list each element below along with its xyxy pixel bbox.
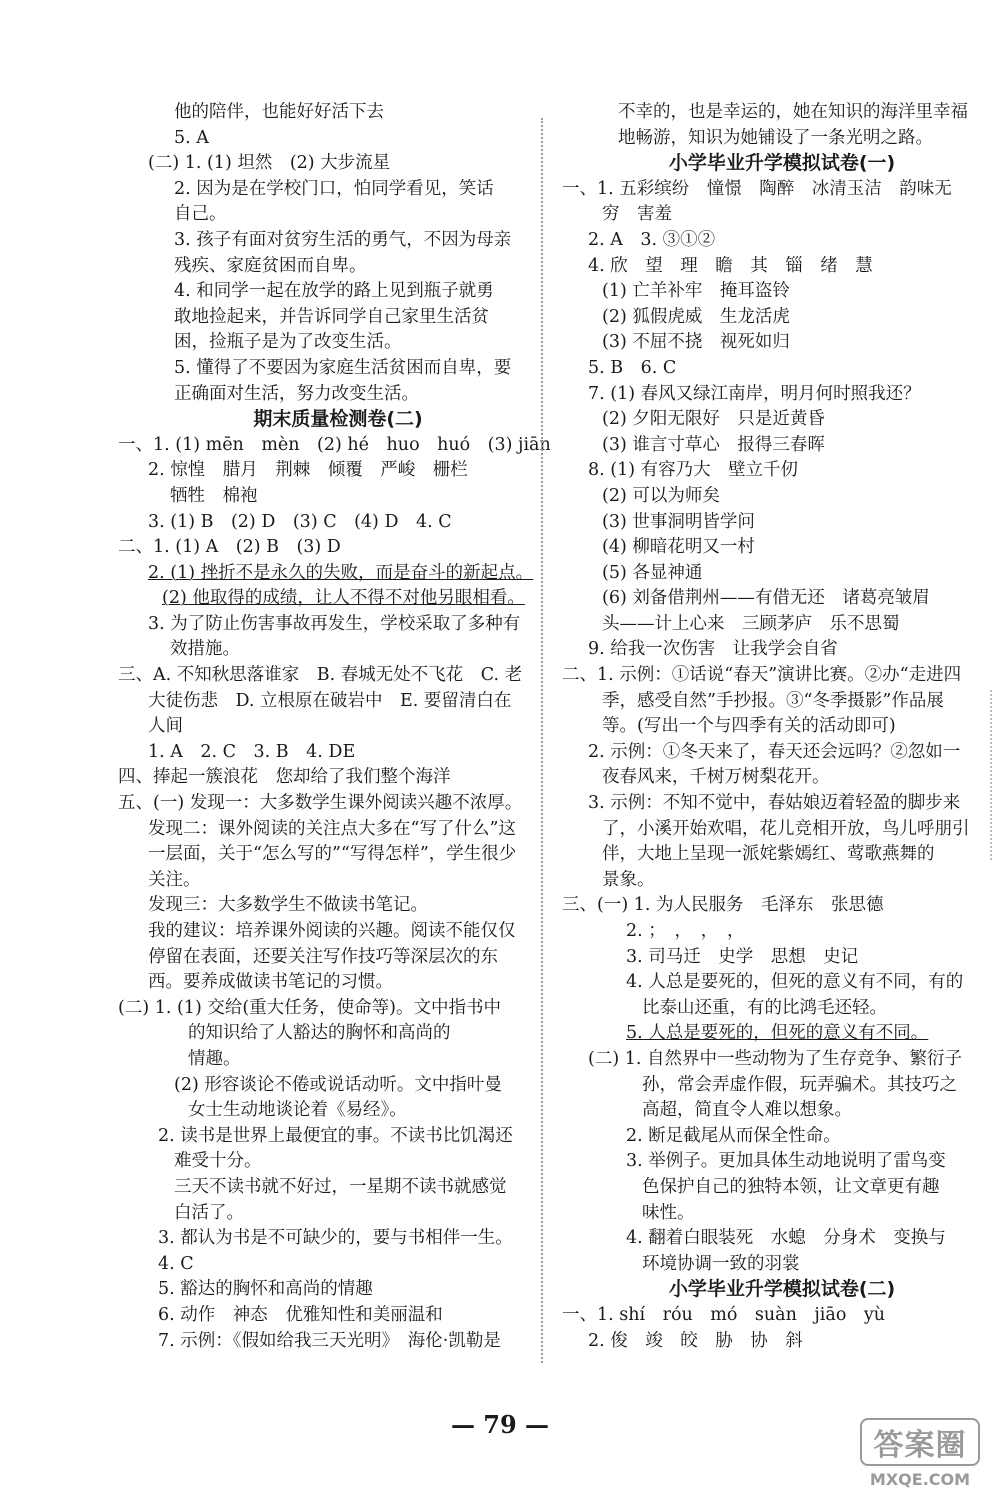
answer-text: (6) 刘备借荆州——有借无还 诸葛亮皱眉 (602, 588, 930, 609)
answer-text: 5. 人总是要死的，但死的意义有不同。 (626, 1023, 929, 1044)
answer-line (562, 433, 1000, 459)
answer-text: 味性。 (642, 1202, 695, 1223)
answer-text: (1) 亡羊补牢 掩耳盗铃 (602, 281, 790, 302)
answer-line (118, 535, 558, 561)
answer-line (562, 970, 1000, 996)
answer-line (562, 510, 1000, 536)
answer-line (562, 100, 1000, 126)
left-column (118, 100, 558, 1354)
answer-line (118, 1098, 558, 1124)
answer-text: 敢地捡起来，并告诉同学自己家里生活贫 (174, 306, 489, 327)
answer-text: 5. B 6. C (588, 357, 677, 378)
answer-text: 的知识给了人豁达的胸怀和高尚的 (188, 1023, 451, 1044)
answer-line (118, 510, 558, 536)
answer-text: 2. 断足截尾从而保全性命。 (626, 1125, 841, 1146)
answer-text: 高超，简直令人难以想象。 (642, 1100, 852, 1121)
answer-line (118, 1149, 558, 1175)
answer-text: 2. ； ， ， ， (626, 921, 745, 941)
answer-text: 关注。 (148, 869, 201, 890)
answer-text: 一、1. shí róu mó suàn jiāo yù (562, 1304, 886, 1325)
answer-line (562, 996, 1000, 1022)
answer-text: 4. 和同学一起在放学的路上见到瓶子就勇 (174, 281, 494, 302)
answer-line (562, 945, 1000, 971)
answer-text: 2. 惊惶 腊月 荆棘 倾覆 严峻 栅栏 (148, 460, 468, 481)
answer-text: 小学毕业升学模拟试卷(二) (668, 1278, 896, 1301)
answer-line (118, 1226, 558, 1252)
answer-line (118, 1252, 558, 1278)
answer-line (118, 100, 558, 126)
answer-line (118, 202, 558, 228)
answer-text: 夜春风来，千树万树梨花开。 (602, 767, 830, 788)
answer-line (118, 893, 558, 919)
answer-text: 3. 为了防止伤害事故再发生，学校采取了多种有 (148, 613, 521, 634)
answer-line (562, 689, 1000, 715)
answer-line (562, 740, 1000, 766)
answer-line (118, 1175, 558, 1201)
answer-line (562, 202, 1000, 228)
answer-line (118, 740, 558, 766)
answer-line (562, 1098, 1000, 1124)
answer-text: 白活了。 (174, 1202, 244, 1223)
page-edge-mark (990, 690, 992, 860)
answer-line (118, 663, 558, 689)
answer-text: 7. 示例：《假如给我三天光明》 海伦·凯勒是 (158, 1330, 501, 1351)
answer-line (562, 177, 1000, 203)
answer-text: 5. 懂得了不要因为家庭生活贫困而自卑，要 (174, 357, 512, 378)
answer-line (118, 305, 558, 331)
answer-line (562, 1021, 1000, 1047)
answer-text: 小学毕业升学模拟试卷(一) (668, 152, 896, 175)
answer-text: 地畅游，知识为她铺设了一条光明之路。 (618, 127, 933, 148)
answer-text: 5. A (174, 127, 209, 148)
answer-line (562, 305, 1000, 331)
answer-line (118, 1201, 558, 1227)
answer-text: 牺牲 棉袍 (170, 485, 258, 506)
answer-text: 二、1. 示例：①话说“春天”演讲比赛。②办“走进四 (562, 665, 962, 686)
answer-text: 3. 举例子。更加具体生动地说明了雷鸟变 (626, 1151, 946, 1172)
answer-line (562, 356, 1000, 382)
watermark-logo: 答案圈 (860, 1418, 980, 1466)
answer-line (118, 433, 558, 459)
answer-line (562, 919, 1000, 945)
section-title (118, 407, 558, 433)
answer-line (562, 254, 1000, 280)
answer-line (118, 791, 558, 817)
answer-line (562, 484, 1000, 510)
answer-line (118, 228, 558, 254)
answer-text: 伴，大地上呈现一派姹紫嫣红、莺歌燕舞的 (602, 844, 935, 865)
answer-text: 孙，常会弄虚作假，玩弄骗术。其技巧之 (642, 1074, 957, 1095)
answer-text: 一层面，关于“怎么写的”“写得怎样”，学生很少 (148, 844, 517, 865)
answer-text: 4. 人总是要死的，但死的意义有不同，有的 (626, 972, 964, 993)
answer-line (562, 714, 1000, 740)
answer-line (562, 330, 1000, 356)
answer-line (118, 177, 558, 203)
answer-text: 8. (1) 有容乃大 壁立千仞 (588, 460, 799, 481)
answer-line (118, 1021, 558, 1047)
answer-line (118, 765, 558, 791)
answer-text: (二) 1. (1) 交给(重大任务，使命等)。文中指书中 (118, 997, 501, 1018)
answer-line (118, 586, 558, 612)
answer-text: 3. 都认为书是不可缺少的，要与书相伴一生。 (158, 1228, 513, 1249)
answer-text: 环境协调一致的羽裳 (642, 1253, 800, 1274)
answer-line (562, 1226, 1000, 1252)
answer-line (562, 791, 1000, 817)
answer-text: 3. 司马迁 史学 思想 史记 (626, 946, 859, 967)
answer-text: 3. 示例：不知不觉中，春姑娘迈着轻盈的脚步来 (588, 793, 961, 814)
answer-text: 大徒伤悲 D. 立根原在破岩中 E. 要留清白在 (148, 690, 512, 711)
answer-line (118, 689, 558, 715)
answer-line (562, 1124, 1000, 1150)
answer-text: 我的建议：培养课外阅读的兴趣。阅读不能仅仅 (148, 921, 516, 941)
answer-text: 发现二：课外阅读的关注点大多在“写了什么”这 (148, 818, 516, 839)
answer-line (562, 663, 1000, 689)
answer-line (118, 1303, 558, 1329)
answer-line (118, 1073, 558, 1099)
answer-text: 五、(一) 发现一：大多数学生课外阅读兴趣不浓厚。 (118, 793, 523, 814)
answer-line (562, 842, 1000, 868)
answer-text: 9. 给我一次伤害 让我学会自省 (588, 639, 838, 660)
answer-text: 期末质量检测卷(二) (253, 408, 423, 431)
answer-line (562, 279, 1000, 305)
answer-text: 6. 动作 神态 优雅知性和美丽温和 (158, 1304, 443, 1325)
answer-line (118, 151, 558, 177)
answer-line (562, 586, 1000, 612)
answer-text: 三、A. 不知秋思落谁家 B. 春城无处不飞花 C. 老 (118, 665, 523, 686)
answer-line (118, 254, 558, 280)
answer-text: 停留在表面，还要关注写作技巧等深层次的东 (148, 946, 498, 967)
answer-line (118, 868, 558, 894)
answer-line (118, 279, 558, 305)
answer-line (118, 996, 558, 1022)
answer-line (562, 458, 1000, 484)
answer-line (562, 1073, 1000, 1099)
answer-line (562, 893, 1000, 919)
answer-line (118, 561, 558, 587)
answer-line (562, 1252, 1000, 1278)
answer-text: 三、(一) 1. 为人民服务 毛泽东 张思德 (562, 895, 884, 916)
answer-line (118, 330, 558, 356)
answer-line (562, 612, 1000, 638)
answer-text: 景象。 (602, 869, 655, 890)
answer-line (562, 561, 1000, 587)
answer-text: 4. 欣 望 理 瞻 其 锱 绪 慧 (588, 255, 873, 276)
answer-text: 不幸的，也是幸运的，她在知识的海洋里幸福 (618, 102, 968, 122)
answer-text: 4. C (158, 1253, 194, 1274)
answer-line (562, 817, 1000, 843)
answer-line (118, 945, 558, 971)
answer-line (118, 382, 558, 408)
answer-line (562, 228, 1000, 254)
answer-text: (4) 柳暗花明又一村 (602, 537, 755, 558)
answer-line (562, 765, 1000, 791)
answer-text: 正确面对生活，努力改变生活。 (174, 383, 419, 404)
answer-line (118, 1124, 558, 1150)
answer-text: 4. 翻着白眼装死 水螅 分身术 变换与 (626, 1228, 946, 1249)
answer-text: 穷 害羞 (602, 204, 672, 225)
answer-text: (二) 1. (1) 坦然 (2) 大步流星 (148, 153, 391, 174)
answer-line (118, 484, 558, 510)
answer-line (118, 356, 558, 382)
answer-line (118, 842, 558, 868)
answer-text: 难受十分。 (174, 1151, 262, 1172)
answer-line (118, 919, 558, 945)
answer-line (118, 458, 558, 484)
answer-line (562, 1047, 1000, 1073)
answer-text: 7. (1) 春风又绿江南岸，明月何时照我还？ (588, 383, 921, 404)
answer-text: 2. 因为是在学校门口，怕同学看见，笑话 (174, 178, 494, 199)
answer-text: 女士生动地谈论着《易经》。 (188, 1100, 407, 1121)
answer-text: 一、1. (1) mēn mèn (2) hé huo huó (3) jiān (118, 434, 551, 455)
answer-text: (5) 各显神通 (602, 562, 703, 583)
answer-line (118, 1277, 558, 1303)
answer-text: 色保护自己的独特本领，让文章更有趣 (642, 1176, 940, 1197)
answer-line (118, 612, 558, 638)
answer-text: 2. A 3. ③①② (588, 229, 716, 250)
section-title (562, 151, 1000, 177)
answer-line (562, 1303, 1000, 1329)
answer-line (562, 1201, 1000, 1227)
answer-text: (二) 1. 自然界中一些动物为了生存竞争、繁衍子 (588, 1048, 962, 1069)
answer-line (562, 382, 1000, 408)
answer-text: 四、捧起一簇浪花 您却给了我们整个海洋 (118, 767, 451, 788)
answer-text: 3. (1) B (2) D (3) C (4) D 4. C (148, 511, 452, 532)
answer-line (118, 970, 558, 996)
answer-text: (2) 形容谈论不倦或说话动听。文中指叶曼 (174, 1074, 502, 1095)
page-number: — 79 — (450, 1410, 550, 1439)
answer-line (562, 126, 1000, 152)
right-column (562, 100, 1000, 1354)
answer-line (118, 817, 558, 843)
answer-text: 2. 读书是世界上最便宜的事。不读书比饥渴还 (158, 1125, 513, 1146)
answer-text: 2. (1) 挫折不是永久的失败，而是奋斗的新起点。 (148, 562, 534, 583)
answer-text: 5. 豁达的胸怀和高尚的情趣 (158, 1279, 373, 1300)
answer-text: 困，捡瓶子是为了改变生活。 (174, 332, 402, 353)
answer-text: 他的陪伴，也能好好活下去 (174, 102, 384, 122)
column-divider (541, 118, 543, 1363)
answer-line (118, 1329, 558, 1355)
answer-text: (2) 狐假虎威 生龙活虎 (602, 306, 790, 327)
answer-line (562, 1329, 1000, 1355)
answer-text: (3) 不屈不挠 视死如归 (602, 332, 790, 353)
answer-text: 2. 示例：①冬天来了，春天还会远吗？②忽如一 (588, 741, 961, 762)
answer-text: 1. A 2. C 3. B 4. DE (148, 741, 356, 762)
answer-line (562, 1149, 1000, 1175)
answer-line (118, 126, 558, 152)
answer-text: 人间 (148, 716, 183, 737)
answer-text: 三天不读书就不好过，一星期不读书就感觉 (174, 1176, 507, 1197)
answer-text: 头——计上心来 三顾茅庐 乐不思蜀 (602, 613, 900, 634)
answer-line (562, 407, 1000, 433)
answer-line (118, 714, 558, 740)
answer-text: (3) 世事洞明皆学问 (602, 511, 755, 532)
answer-text: 自己。 (174, 204, 227, 225)
section-title (562, 1277, 1000, 1303)
answer-line (118, 1047, 558, 1073)
answer-text: (2) 夕阳无限好 只是近黄昏 (602, 409, 825, 430)
answer-line (562, 1175, 1000, 1201)
answer-text: 3. 孩子有面对贫穷生活的勇气，不因为母亲 (174, 229, 512, 250)
answer-text: 了，小溪开始欢唱，花儿竞相开放，鸟儿呼朋引 (602, 818, 970, 839)
answer-text: 季，感受自然”手抄报。③“冬季摄影”作品展 (602, 690, 944, 711)
answer-text: 效措施。 (170, 639, 240, 660)
watermark (860, 1418, 980, 1489)
answer-text: 2. 俊 竣 皎 胁 协 斜 (588, 1330, 803, 1351)
answer-text: (2) 他取得的成绩，让人不得不对他另眼相看。 (162, 588, 525, 609)
watermark-url: MXQE.COM (869, 1470, 971, 1489)
answer-text: 等。(写出一个与四季有关的活动即可) (602, 716, 896, 737)
answer-line (562, 637, 1000, 663)
answer-line (562, 535, 1000, 561)
answer-line (118, 637, 558, 663)
answer-text: 西。要养成做读书笔记的习惯。 (148, 972, 393, 993)
answer-text: 二、1. (1) A (2) B (3) D (118, 537, 341, 558)
answer-text: (2) 可以为师矣 (602, 485, 720, 506)
answer-text: 一、1. 五彩缤纷 憧憬 陶醉 冰清玉洁 韵味无 (562, 178, 952, 199)
answer-line (562, 868, 1000, 894)
answer-text: 情趣。 (188, 1048, 241, 1069)
answer-text: 发现三：大多数学生不做读书笔记。 (148, 895, 428, 916)
answer-text: (3) 谁言寸草心 报得三春晖 (602, 434, 825, 455)
answer-text: 比泰山还重，有的比鸿毛还轻。 (642, 997, 887, 1018)
answer-text: 残疾、家庭贫困而自卑。 (174, 255, 367, 276)
